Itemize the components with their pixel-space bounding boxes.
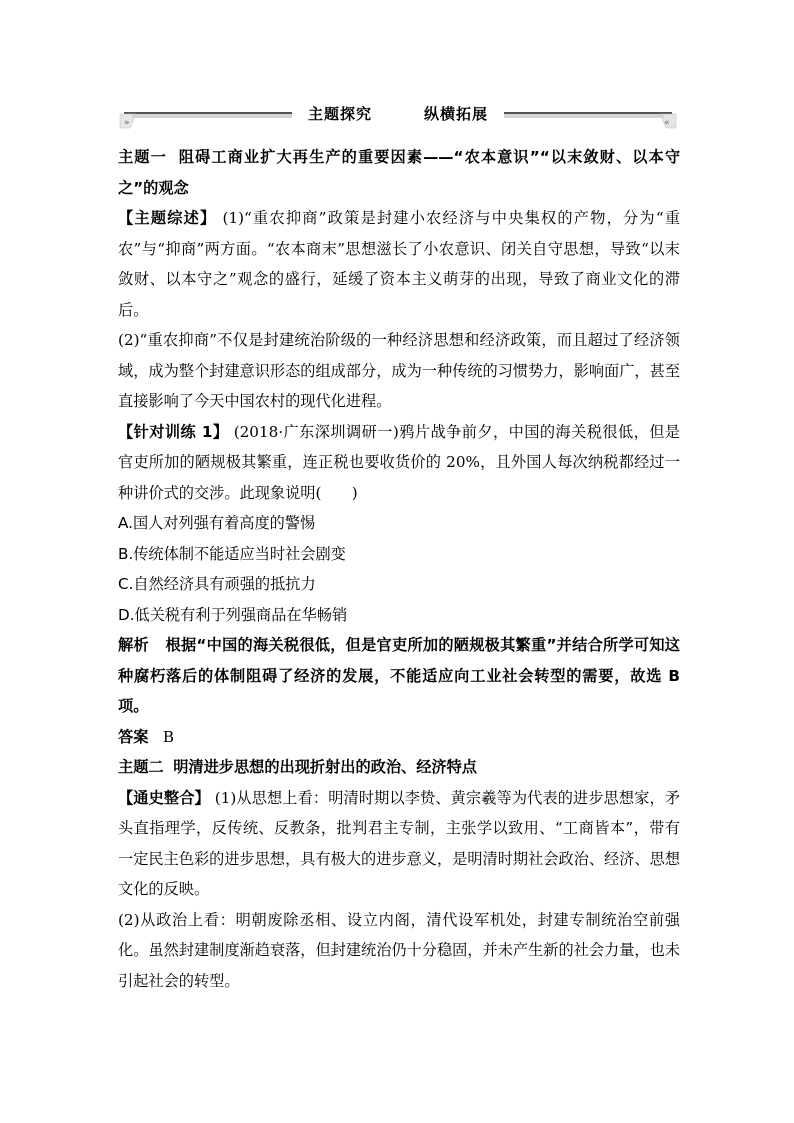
svg-text:»: » (124, 118, 130, 128)
banner-title (118, 103, 678, 124)
analysis-text: 根据“中国的海关税很低，但是官吏所加的陋规极其繁重”并结合所学可知这种腐朽落后的体制阻碍了经济的发展，不能适应向工业社会转型的需要，故选 B 项。 (118, 636, 680, 715)
analysis-label: 解析 (118, 636, 149, 654)
topic-two-heading (118, 752, 680, 783)
svg-text:«: « (664, 118, 670, 128)
topic-one-title: 阻碍工商业扩大再生产的重要因素——“农本意识”“以末敛财、以本守之”的观念 (118, 148, 681, 197)
integration-text-2: (2)从政治上看：明朝废除丞相、设立内阁，清代设军机处，封建专制统治空前强化。虽然封建制度渐趋衰落，但封建统治仍十分稳固，并未产生新的社会力量，也未引起社会的转型。 (118, 910, 680, 990)
summary-paragraph-1 (118, 203, 680, 325)
option-b: B.传统体制不能适应当时社会剧变 (118, 544, 346, 563)
analysis-paragraph (118, 630, 680, 722)
answer-label: 答案 (118, 727, 149, 746)
integration-text-1: (1)从思想上看：明清时期以李贽、黄宗羲等为代表的进步思想家，矛头直指理学，反传统、反教条，批判君主专制，主张学以致用、“工商皆本”，带有一定民主色彩的进步思想，具有极大的进步意义，是明清时期社会政治、经济、思想文化的反映。 (118, 788, 681, 898)
topic-two-label: 主题二 (118, 758, 164, 776)
integration-label: 【通史整合】 (118, 788, 210, 807)
integration-paragraph-1 (118, 783, 680, 905)
summary-label: 【主题综述】 (118, 209, 217, 227)
answer-line (118, 722, 680, 753)
topic-two-title: 明清进步思想的出现折射出的政治、经济特点 (173, 758, 477, 776)
exercise-question: 鸦片战争前夕，中国的海关税很低，但是官吏所加的陋规极其繁重，连正税也要收货价的 20%，且外国人每次纳税都经过一种讲价式的交涉。此现象说明( ) (118, 422, 680, 502)
answer-value: B (162, 727, 175, 746)
summary-text-1: (1)“重农抑商”政策是封建小农经济与中央集权的产物，分为“重农”与“抑商”两方面。“农本商末”思想滋长了小农意识、闭关自守思想，导致“以末敛财、以本守之”观念的盛行，延缓了资本主义萌芽的出现，导致了商业文化的滞后。 (118, 209, 681, 319)
summary-text-2: (2)“重农抑商”不仅是封建统治阶级的一种经济思想和经济政策，而且超过了经济领域，成为整个封建意识形态的组成部分，成为一种传统的习惯势力，影响面广，甚至直接影响了今天中国农村的现代化进程。 (118, 331, 680, 410)
banner-title-left: 主题探究 (300, 105, 380, 123)
document-body (118, 142, 680, 996)
option-a: A.国人对列强有着高度的警惕 (118, 514, 316, 532)
exercise-label: 【针对训练 1】 (118, 422, 229, 441)
topic-one-heading (118, 142, 680, 203)
topic-one-label: 主题一 (118, 148, 167, 166)
summary-paragraph-2 (118, 325, 680, 417)
banner-title-right: 纵横拓展 (416, 105, 496, 123)
exercise-stem (118, 417, 680, 509)
option-d: D.低关税有利于列强商品在华畅销 (118, 605, 348, 624)
integration-paragraph-2 (118, 905, 680, 997)
option-c: C.自然经济具有顽强的抵抗力 (118, 575, 316, 593)
section-banner (118, 100, 678, 130)
exercise-source: (2018·广东深圳调研一) (233, 422, 399, 441)
